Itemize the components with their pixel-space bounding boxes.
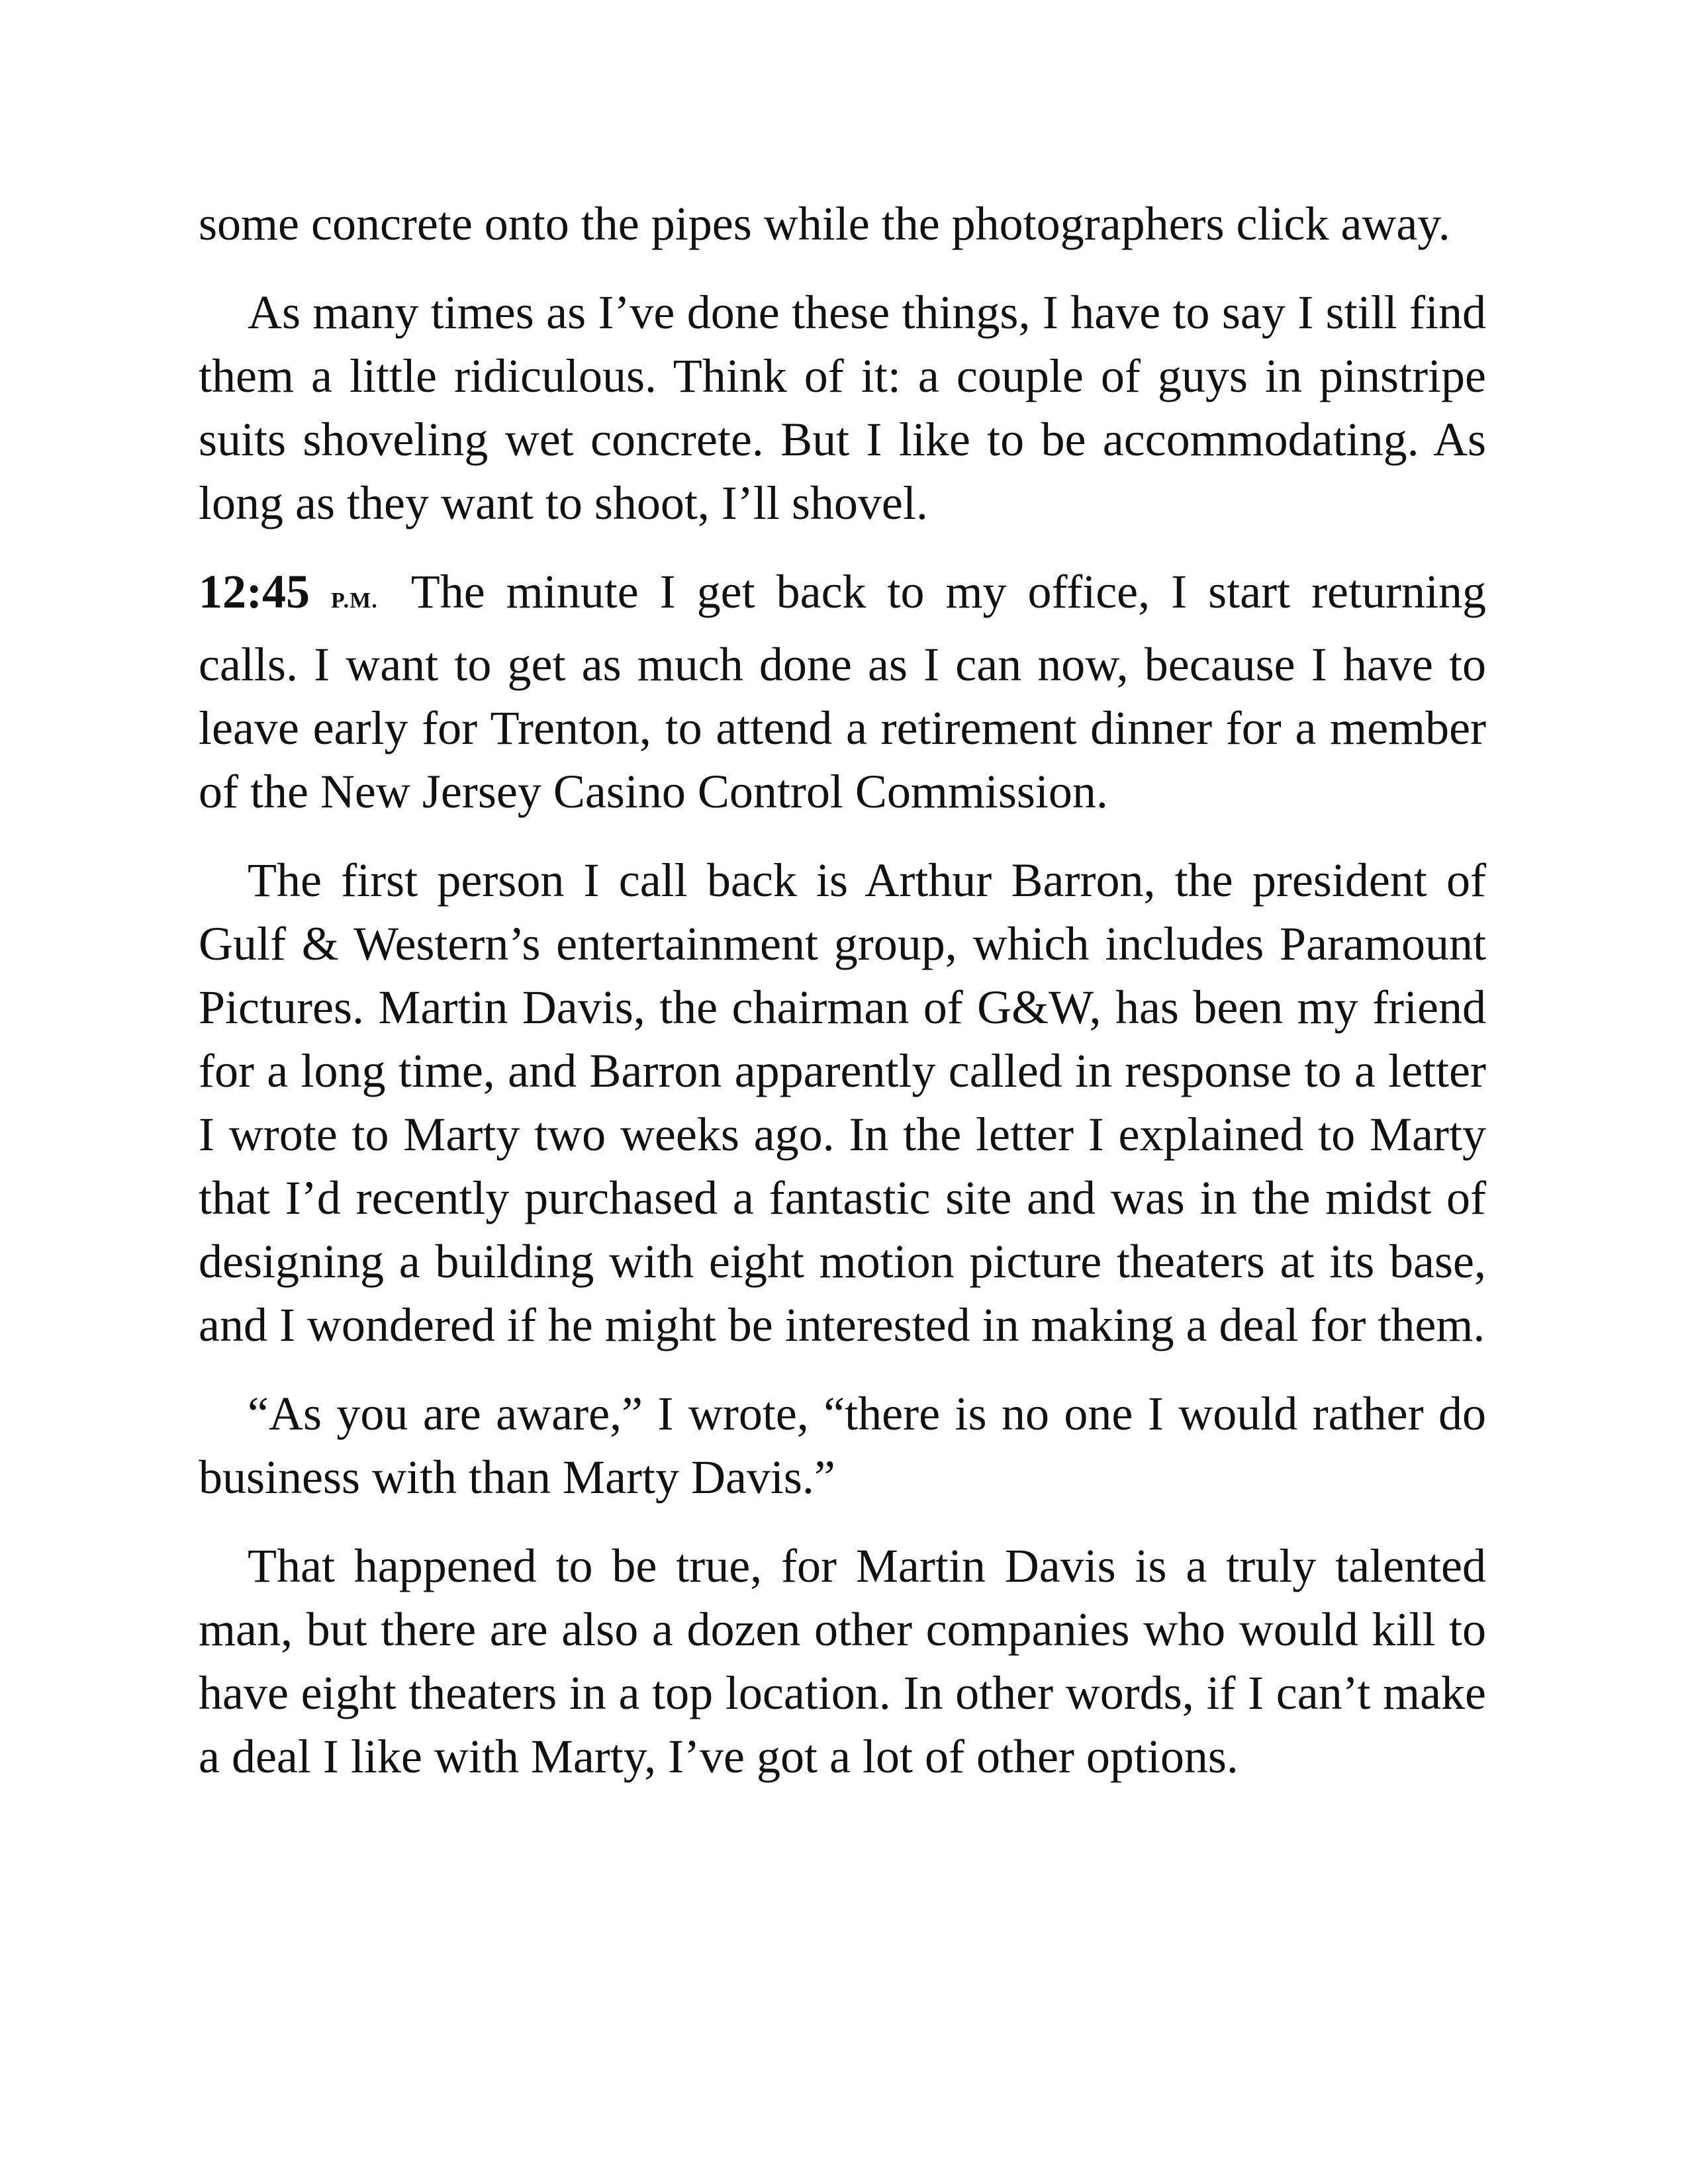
paragraph-arthur-barron: The first person I call back is Arthur Barron, the president of Gulf & Western’s entertainment group, which includes Paramount Pictures. Martin Davis, the chairman of G&W, has been my friend for a long time, and Barron apparently called in response to a letter I wrote to Marty two weeks ago. In the letter I explained to Marty that I’d recently purchased a fantastic site and was in the midst of designing a building with eight motion picture theaters at its base, and I wondered if he might be interested in making a deal for them. [199,854,1486,1351]
paragraph-letter-quote: “As you are aware,” I wrote, “there is no one I would rather do business with than Marty Davis.” [199,1387,1486,1504]
paragraph-time-entry [199,560,1486,823]
time-period: P.M. [331,588,378,613]
time-stamp: 12:45 [199,565,310,618]
time-entry-text: The minute I get back to my office, I start returning calls. I want to get as much done as I can now, because I have to leave early for Trenton, to attend a retirement dinner for a member of the New Jersey Casino Control Commission. [199,565,1486,818]
paragraph-other-options: That happened to be true, for Martin Davis is a truly talented man, but there are also a dozen other companies who would kill to have eight theaters in a top location. In other words, if I can’t make a deal I like with Marty, I’ve got a lot of other options. [199,1539,1486,1783]
paragraph-continuation: some concrete onto the pipes while the photographers click away. [199,197,1450,250]
paragraph-shoveling: As many times as I’ve done these things, I have to say I still find them a little ridiculous. Think of it: a couple of guys in pinstripe suits shoveling wet concrete. But I like to be accommodating. As long as they want to shoot, I’ll shovel. [199,286,1486,529]
book-page [199,192,1486,1813]
